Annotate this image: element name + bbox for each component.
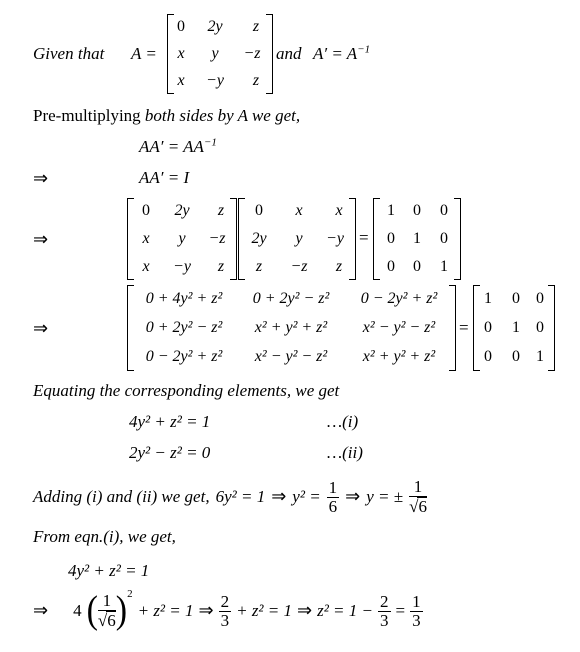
identity-matrix <box>373 198 461 280</box>
implies-arrow: ⇒ <box>33 229 49 250</box>
matrix-cell: 0 + 4y² + z² <box>145 290 223 307</box>
matrix-cell: 2y <box>251 230 267 247</box>
equation-i-tag: …(i) <box>327 412 359 431</box>
equating-text: Equating the corresponding elements, we get <box>33 381 340 400</box>
matrix-cell: 1 <box>440 258 448 275</box>
matrix-cell: 0 − 2y² + z² <box>145 348 223 365</box>
from-eqn-text: From eqn.(i), we get, <box>33 527 176 546</box>
given-lhs: A = <box>131 44 157 63</box>
given-and: and <box>276 44 302 63</box>
equals-sign: = <box>459 318 469 337</box>
matrix-cell: −y <box>173 258 191 275</box>
matrix-cell: 1 <box>512 319 520 336</box>
matrix-cell: 1 <box>484 290 492 307</box>
fraction: $\frac{1}{3}$ <box>412 591 421 630</box>
matrix-cell: 0 <box>536 290 544 307</box>
matrix-cell: 0 <box>484 319 492 336</box>
matrix-cell: 0 <box>484 348 492 365</box>
given-relation: $A' = A^{-1}$ <box>313 43 371 63</box>
matrix-cell: z <box>252 72 260 89</box>
matrix-cell: 0 <box>142 202 150 219</box>
matrix-cell: 0 <box>387 258 395 275</box>
matrix-cell: 0 <box>255 202 263 219</box>
matrix-cell: −y <box>206 72 224 89</box>
matrix-a-given <box>167 14 273 94</box>
matrix-cell: x <box>177 45 185 62</box>
final-line: ⇒ 4 ( $\frac{1}{√6}$ ) 2 + z² = 1 ⇒ $\frac{2}{3}$ + z² = 1 ⇒ z² = 1 − $\frac{2}{3}$ = $\frac{1}{3}$ <box>33 588 421 632</box>
fraction: $\frac{1}{√6}$ <box>97 591 116 630</box>
matrix-cell: z <box>335 258 343 275</box>
given-prefix: Given that <box>33 44 105 63</box>
implies-arrow: ⇒ <box>33 318 49 339</box>
matrix-cell: y <box>211 45 219 62</box>
matrix-a-transpose <box>238 198 356 280</box>
matrix-cell: x <box>335 202 343 219</box>
equals-sign: = <box>359 228 369 247</box>
matrix-cell: 0 + 2y² − z² <box>145 319 223 336</box>
matrix-cell: 2y <box>207 18 223 35</box>
matrix-cell: y <box>295 230 303 247</box>
fraction: $\frac{1}{6}$ <box>328 477 338 516</box>
matrix-cell: x² + y² + z² <box>362 348 436 365</box>
adding-line: Adding (i) and (ii) we get, 6y² = 1 ⇒ y² = $\frac{1}{6}$ ⇒ y = ± $\frac{1}{√6}$ <box>33 477 427 516</box>
matrix-cell: 0 <box>440 230 448 247</box>
implies-arrow: ⇒ <box>297 600 313 621</box>
matrix-cell: 0 <box>413 202 421 219</box>
matrix-cell: x² − y² − z² <box>362 319 436 336</box>
matrix-cell: z <box>217 202 225 219</box>
matrix-cell: z <box>255 258 263 275</box>
matrix-cell: 1 <box>536 348 544 365</box>
equation-ii-tag: …(ii) <box>327 443 363 462</box>
matrix-cell: −z <box>208 230 226 247</box>
matrix-a <box>127 198 237 280</box>
implies-arrow: ⇒ <box>198 600 214 621</box>
matrix-cell: −z <box>243 45 261 62</box>
matrix-cell: x <box>142 230 150 247</box>
matrix-cell: 0 <box>387 230 395 247</box>
equation-restated: 4y² + z² = 1 <box>68 561 150 580</box>
matrix-cell: z <box>217 258 225 275</box>
matrix-cell: x² + y² + z² <box>254 319 328 336</box>
step-aa-transpose: $AA' = AA^{-1}$ <box>139 136 217 156</box>
matrix-cell: y <box>178 230 186 247</box>
step-identity: AA′ = I <box>139 168 190 187</box>
squared-paren-term: ( $\frac{1}{√6}$ ) 2 <box>86 588 133 632</box>
matrix-cell: 0 <box>413 258 421 275</box>
matrix-cell: 0 <box>512 290 520 307</box>
matrix-cell: −z <box>290 258 308 275</box>
fraction: $\frac{2}{3}$ <box>220 591 230 630</box>
product-matrix <box>127 285 456 371</box>
matrix-cell: 0 <box>177 18 185 35</box>
identity-matrix <box>473 285 555 371</box>
matrix-cell: x² − y² − z² <box>254 348 328 365</box>
matrix-cell: −y <box>326 230 344 247</box>
fraction: $\frac{1}{√6}$ <box>409 477 427 516</box>
matrix-cell: z <box>252 18 260 35</box>
implies-arrow: ⇒ <box>271 486 287 507</box>
matrix-cell: 1 <box>413 230 421 247</box>
fraction: $\frac{2}{3}$ <box>380 591 389 630</box>
matrix-cell: 0 + 2y² − z² <box>252 290 330 307</box>
implies-arrow: ⇒ <box>33 168 49 189</box>
matrix-cell: 1 <box>387 202 395 219</box>
implies-arrow: ⇒ <box>33 600 49 621</box>
premultiply-line: Pre-multiplying both sides by A we get, <box>33 106 301 125</box>
matrix-cell: 0 <box>536 319 544 336</box>
matrix-cell: 0 <box>512 348 520 365</box>
matrix-cell: x <box>177 72 185 89</box>
matrix-cell: 0 − 2y² + z² <box>360 290 438 307</box>
matrix-cell: 0 <box>440 202 448 219</box>
matrix-cell: x <box>295 202 303 219</box>
matrix-cell: 2y <box>174 202 190 219</box>
equation-i: 4y² + z² = 1 <box>129 412 211 431</box>
matrix-cell: x <box>142 258 150 275</box>
equation-ii: 2y² − z² = 0 <box>129 443 211 462</box>
implies-arrow: ⇒ <box>345 486 361 507</box>
